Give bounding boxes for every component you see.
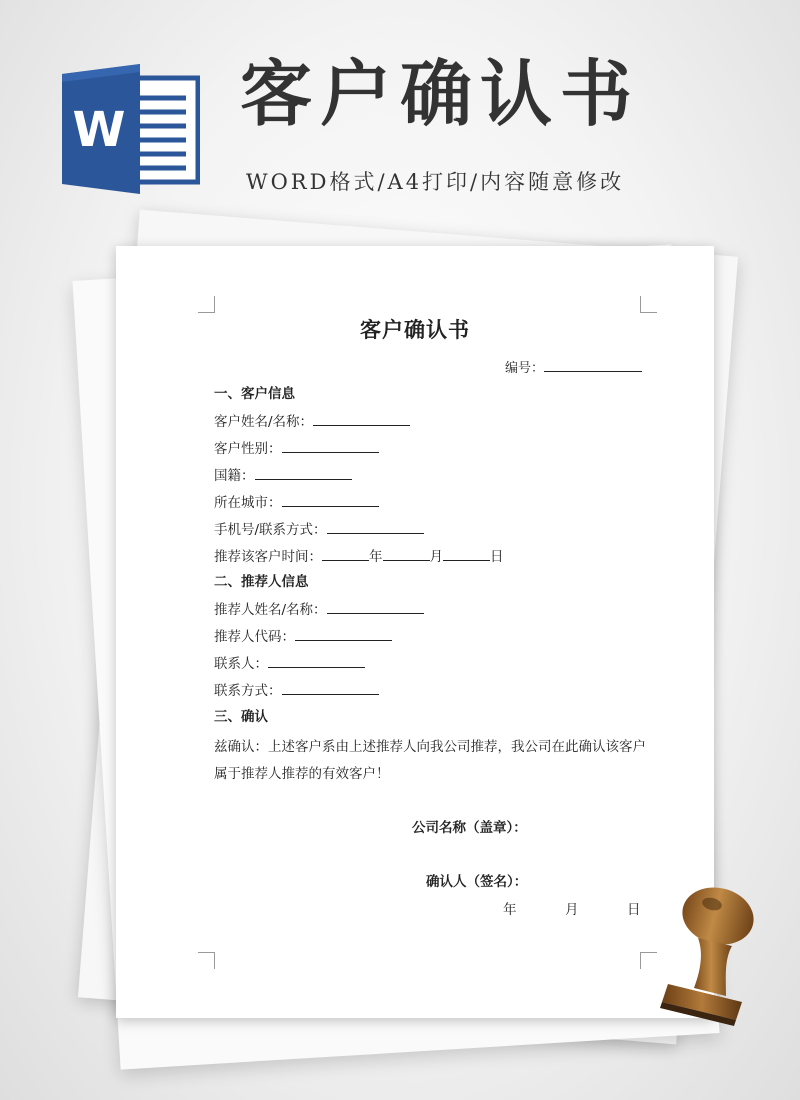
year-blank [322, 547, 369, 561]
signature-month: 月 [565, 902, 579, 918]
customer-gender-field [214, 439, 379, 458]
referral-time-label: 推荐该客户时间： [214, 549, 322, 565]
banner-title: 客户确认书 [240, 52, 641, 136]
section-heading-referrer: 二、推荐人信息 [214, 574, 309, 590]
section-heading-confirm: 三、确认 [214, 709, 268, 725]
customer-gender-label: 客户性别： [214, 441, 282, 457]
section-heading-customer: 一、客户信息 [214, 386, 295, 402]
customer-phone-blank [327, 520, 424, 534]
referrer-name-blank [327, 600, 424, 614]
customer-nationality-label: 国籍： [214, 468, 255, 484]
customer-city-field [214, 493, 379, 512]
month-label: 月 [429, 549, 443, 565]
number-blank [544, 358, 642, 372]
customer-phone-label: 手机号/联系方式： [214, 522, 327, 538]
contact-person-field [214, 654, 365, 673]
customer-name-blank [313, 412, 410, 426]
signature-year: 年 [503, 902, 517, 918]
margin-corner-mark [640, 296, 657, 313]
customer-name-label: 客户姓名/名称： [214, 414, 314, 430]
day-label: 日 [490, 549, 504, 565]
referrer-code-blank [295, 627, 392, 641]
contact-method-blank [282, 681, 379, 695]
confirmer-label: 确认人（签名）： [426, 874, 528, 890]
referrer-name-field [214, 600, 424, 619]
document-title: 客户确认书 [360, 317, 470, 342]
customer-nationality-blank [255, 466, 352, 480]
customer-city-label: 所在城市： [214, 495, 282, 511]
confirmation-paragraph: 兹确认：上述客户系由上述推荐人向我公司推荐，我公司在此确认该客户属于推荐人推荐的有效客户！ [214, 739, 646, 782]
month-blank [383, 547, 430, 561]
customer-name-field [214, 412, 410, 431]
document-page [116, 246, 714, 1018]
day-blank [443, 547, 490, 561]
margin-corner-mark [198, 296, 215, 313]
customer-city-blank [282, 493, 379, 507]
referral-time-field [214, 547, 504, 566]
banner-subtitle: WORD格式/A4打印/内容随意修改 [246, 170, 625, 194]
referrer-code-field [214, 627, 392, 646]
customer-phone-field [214, 520, 424, 539]
contact-person-blank [268, 654, 365, 668]
customer-gender-blank [282, 439, 379, 453]
contact-method-field [214, 681, 379, 700]
referrer-name-label: 推荐人姓名/名称： [214, 602, 327, 618]
margin-corner-mark [198, 952, 215, 969]
contact-method-label: 联系方式： [214, 683, 282, 699]
referrer-code-label: 推荐人代码： [214, 629, 295, 645]
rubber-stamp-icon [650, 880, 770, 1030]
signature-day: 日 [627, 902, 641, 918]
word-logo-letter: W [72, 102, 126, 158]
word-logo-icon [62, 64, 200, 194]
number-label: 编号： [504, 361, 544, 376]
year-label: 年 [369, 549, 383, 565]
customer-nationality-field [214, 466, 352, 485]
contact-person-label: 联系人： [214, 656, 268, 672]
company-name-label: 公司名称（盖章）： [412, 820, 527, 836]
document-number-field [505, 357, 642, 376]
